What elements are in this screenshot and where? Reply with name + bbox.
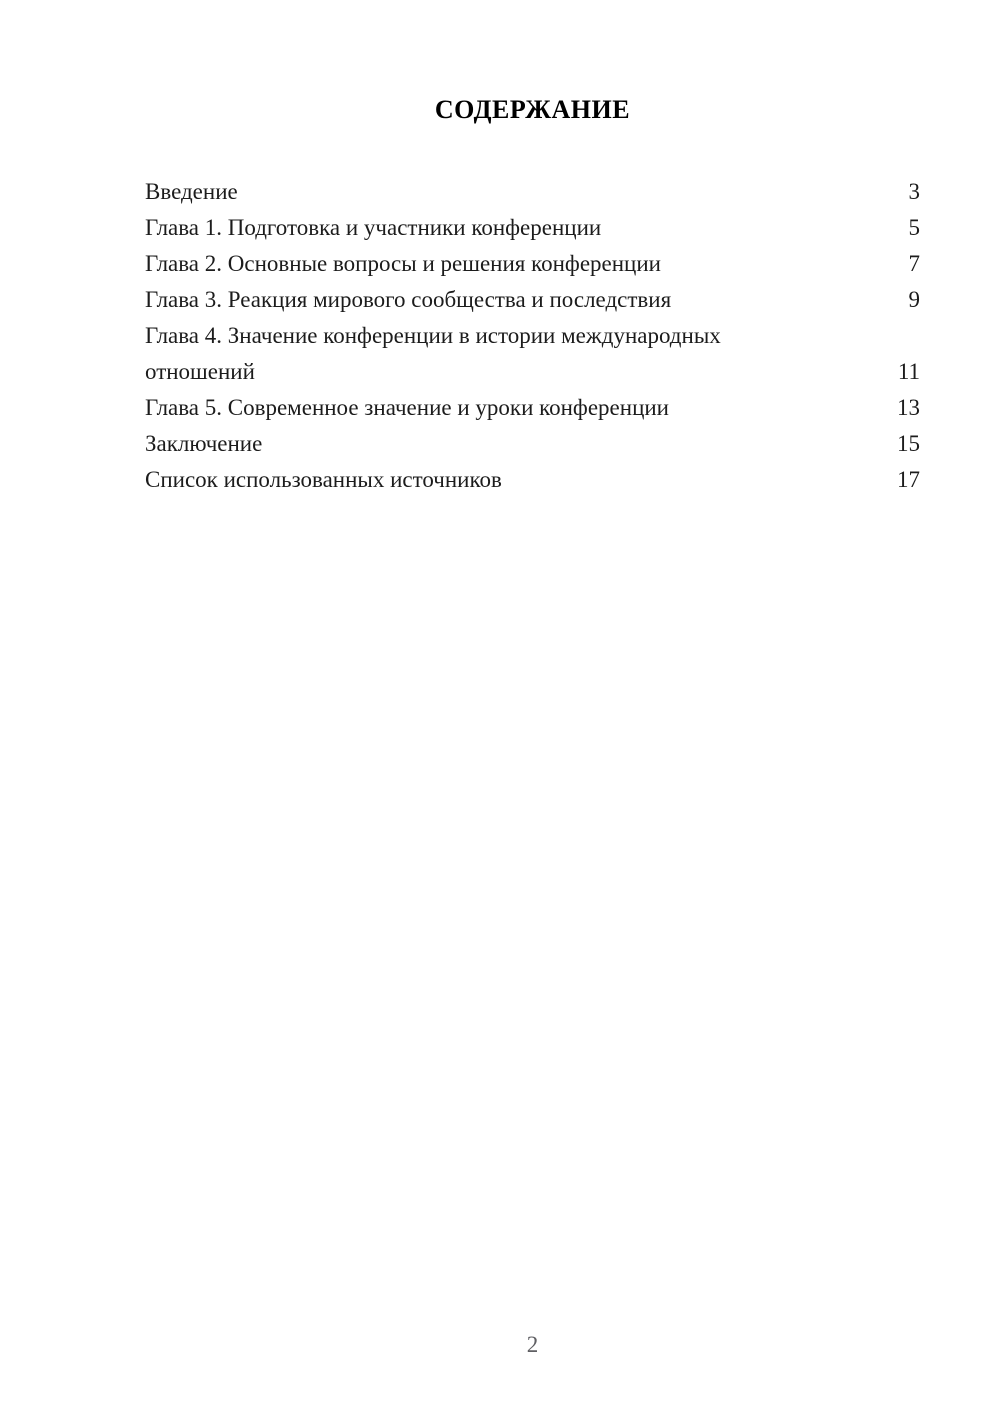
page-title: СОДЕРЖАНИЕ: [434, 95, 631, 124]
table-of-contents: [145, 174, 920, 498]
page-number: 2: [526, 1332, 539, 1357]
toc-entry-label: Глава 1. Подготовка и участники конференции: [145, 215, 602, 240]
toc-entry-label: Глава 5. Современное значение и уроки конференции: [145, 395, 669, 420]
toc-entry-sources: [145, 462, 920, 498]
toc-entry-page: 17: [897, 467, 920, 492]
toc-entry-chapter-3: [145, 282, 920, 318]
toc-entry-page: 9: [908, 287, 920, 312]
toc-entry-chapter-1: [145, 210, 920, 246]
toc-entry-conclusion: [145, 426, 920, 462]
toc-entry-label: Глава 2. Основные вопросы и решения конференции: [145, 251, 661, 276]
toc-entry-chapter-4: [145, 318, 920, 390]
toc-entry-page: 11: [897, 359, 920, 384]
toc-entry-introduction: [145, 174, 920, 210]
toc-entry-page: 15: [897, 431, 920, 456]
toc-entry-page: 3: [908, 179, 920, 204]
toc-entry-label: Введение: [145, 179, 238, 204]
toc-entry-label: Глава 4. Значение конференции в истории международных отношений: [145, 323, 721, 384]
content-area: [145, 0, 920, 498]
toc-entry-chapter-5: [145, 390, 920, 426]
toc-entry-label: Список использованных источников: [145, 467, 502, 492]
toc-entry-page: 7: [908, 251, 920, 276]
toc-entry-label: Заключение: [145, 431, 263, 456]
toc-entry-label: Глава 3. Реакция мирового сообщества и последствия: [145, 287, 672, 312]
toc-entry-page: 13: [897, 395, 920, 420]
toc-entry-chapter-2: [145, 246, 920, 282]
toc-entry-page: 5: [908, 215, 920, 240]
